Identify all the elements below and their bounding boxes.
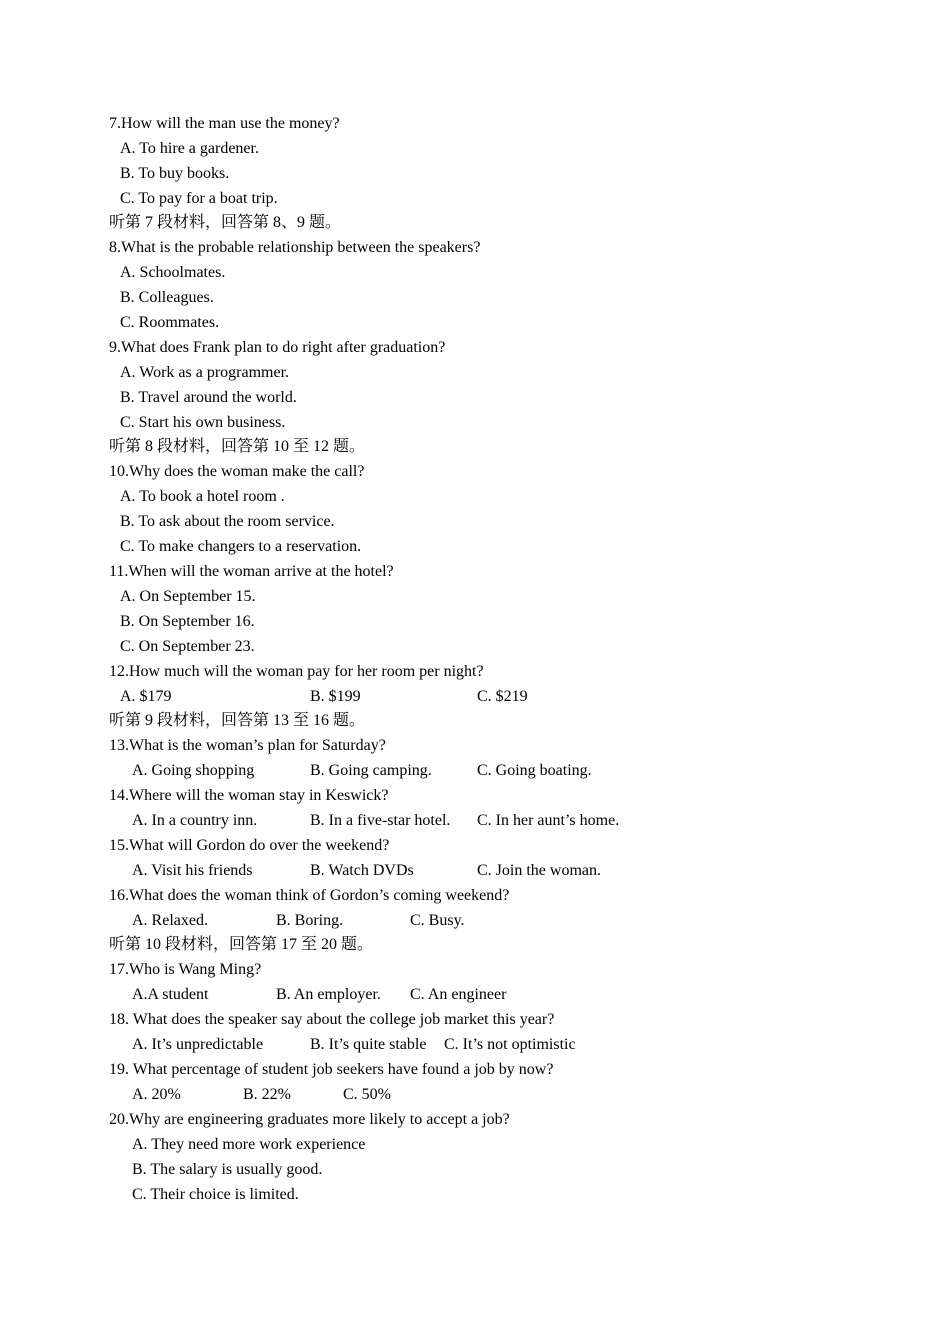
option: B. It’s quite stable [310, 1036, 427, 1053]
option: A. 20% [132, 1086, 181, 1103]
option: A. $179 [120, 688, 172, 705]
option: A. They need more work experience [132, 1136, 366, 1153]
option: A. Schoolmates. [120, 264, 226, 281]
option: B. $199 [310, 688, 361, 705]
option: B. The salary is usually good. [132, 1161, 323, 1178]
question-8: 8.What is the probable relationship between the speakers? [109, 239, 481, 256]
option: B. Colleagues. [120, 289, 214, 306]
option: C. An engineer [410, 986, 507, 1003]
option: A. To hire a gardener. [120, 140, 259, 157]
question-20: 20.Why are engineering graduates more likely to accept a job? [109, 1111, 510, 1128]
section-instruction: 听第 7 段材料，回答第 8、9 题。 [109, 214, 342, 231]
section-instruction: 听第 8 段材料，回答第 10 至 12 题。 [109, 438, 366, 455]
option: A.A student [132, 986, 209, 1003]
option: C. To make changers to a reservation. [120, 538, 362, 555]
option: C. Roommates. [120, 314, 220, 331]
option: B. Going camping. [310, 762, 432, 779]
option: C. Busy. [410, 912, 465, 929]
option: B. To buy books. [120, 165, 230, 182]
question-11: 11.When will the woman arrive at the hotel? [109, 563, 394, 580]
question-7: 7.How will the man use the money? [109, 115, 340, 132]
option: C. Their choice is limited. [132, 1186, 299, 1203]
option: C. Join the woman. [477, 862, 601, 879]
question-15: 15.What will Gordon do over the weekend? [109, 837, 390, 854]
question-13: 13.What is the woman’s plan for Saturday? [109, 737, 386, 754]
option: C. To pay for a boat trip. [120, 190, 278, 207]
option: C. On September 23. [120, 638, 255, 655]
option: A. It’s unpredictable [132, 1036, 264, 1053]
option: C. It’s not optimistic [444, 1036, 576, 1053]
question-10: 10.Why does the woman make the call? [109, 463, 365, 480]
option: B. On September 16. [120, 613, 255, 630]
question-9: 9.What does Frank plan to do right after graduation? [109, 339, 446, 356]
option: C. $219 [477, 688, 528, 705]
option: C. In her aunt’s home. [477, 812, 620, 829]
question-19: 19. What percentage of student job seekers have found a job by now? [109, 1061, 554, 1078]
question-14: 14.Where will the woman stay in Keswick? [109, 787, 389, 804]
option: A. To book a hotel room . [120, 488, 285, 505]
option: B. To ask about the room service. [120, 513, 335, 530]
option: A. Going shopping [132, 762, 255, 779]
option: C. Start his own business. [120, 414, 286, 431]
question-16: 16.What does the woman think of Gordon’s coming weekend? [109, 887, 510, 904]
option: C. 50% [343, 1086, 391, 1103]
option: A. Visit his friends [132, 862, 253, 879]
option: B. 22% [243, 1086, 291, 1103]
question-17: 17.Who is Wang Ming? [109, 961, 262, 978]
question-12: 12.How much will the woman pay for her room per night? [109, 663, 484, 680]
section-instruction: 听第 10 段材料，回答第 17 至 20 题。 [109, 936, 374, 953]
option: A. On September 15. [120, 588, 256, 605]
option: B. Travel around the world. [120, 389, 297, 406]
option: A. In a country inn. [132, 812, 258, 829]
option: C. Going boating. [477, 762, 592, 779]
option: B. An employer. [276, 986, 381, 1003]
option: A. Work as a programmer. [120, 364, 290, 381]
option: A. Relaxed. [132, 912, 208, 929]
option: B. In a five-star hotel. [310, 812, 451, 829]
question-18: 18. What does the speaker say about the college job market this year? [109, 1011, 555, 1028]
section-instruction: 听第 9 段材料，回答第 13 至 16 题。 [109, 712, 366, 729]
option: B. Boring. [276, 912, 344, 929]
option: B. Watch DVDs [310, 862, 414, 879]
